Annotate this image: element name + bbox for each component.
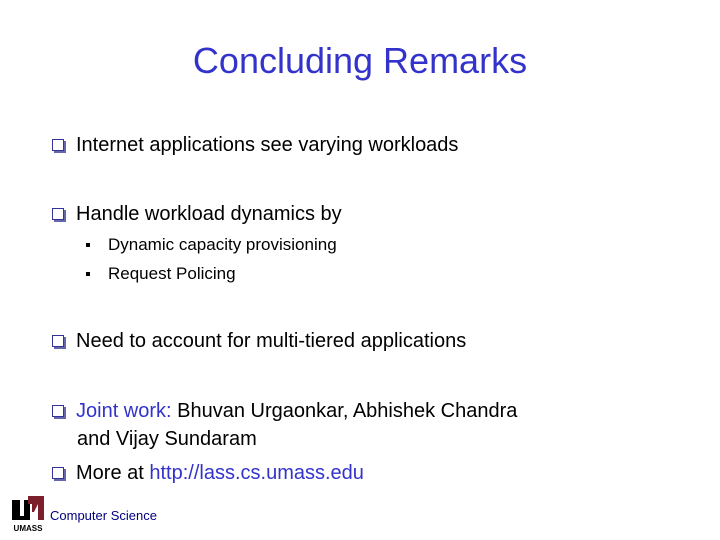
bullet-text: Internet applications see varying workloads <box>76 134 459 156</box>
joint-work-label: Joint work: <box>76 400 172 422</box>
square-bullet-icon <box>86 243 90 247</box>
bullet-text: Need to account for multi-tiered applications <box>76 330 467 352</box>
sub-bullet-text: Request Policing <box>108 264 236 283</box>
umass-logo-text: UMASS <box>13 524 43 533</box>
checkbox-bullet-icon <box>52 335 64 347</box>
slide-title: Concluding Remarks <box>192 40 528 81</box>
joint-work-names: Bhuvan Urgaonkar, Abhishek Chandra <box>177 400 518 422</box>
bullet-internet-apps <box>52 133 458 157</box>
square-bullet-icon <box>86 272 90 276</box>
checkbox-bullet-icon <box>52 467 64 479</box>
sub-bullet-text: Dynamic capacity provisioning <box>108 235 337 254</box>
checkbox-bullet-icon <box>52 139 64 151</box>
bullet-text: Handle workload dynamics by <box>76 203 342 225</box>
bullet-more-info <box>52 461 364 485</box>
bullet-workload-dynamics <box>52 202 342 226</box>
footer-label: Computer Science <box>50 508 157 523</box>
lass-url-link[interactable]: http://lass.cs.umass.edu <box>149 462 364 484</box>
sub-bullet-policing <box>86 264 236 284</box>
sub-bullet-capacity <box>86 235 337 255</box>
umass-logo <box>10 494 46 534</box>
bullet-multi-tier <box>52 329 466 353</box>
more-at-label: More at <box>76 462 144 484</box>
checkbox-bullet-icon <box>52 208 64 220</box>
checkbox-bullet-icon <box>52 405 64 417</box>
bullet-joint-work <box>52 399 517 423</box>
joint-work-continuation: and Vijay Sundaram <box>77 428 257 450</box>
